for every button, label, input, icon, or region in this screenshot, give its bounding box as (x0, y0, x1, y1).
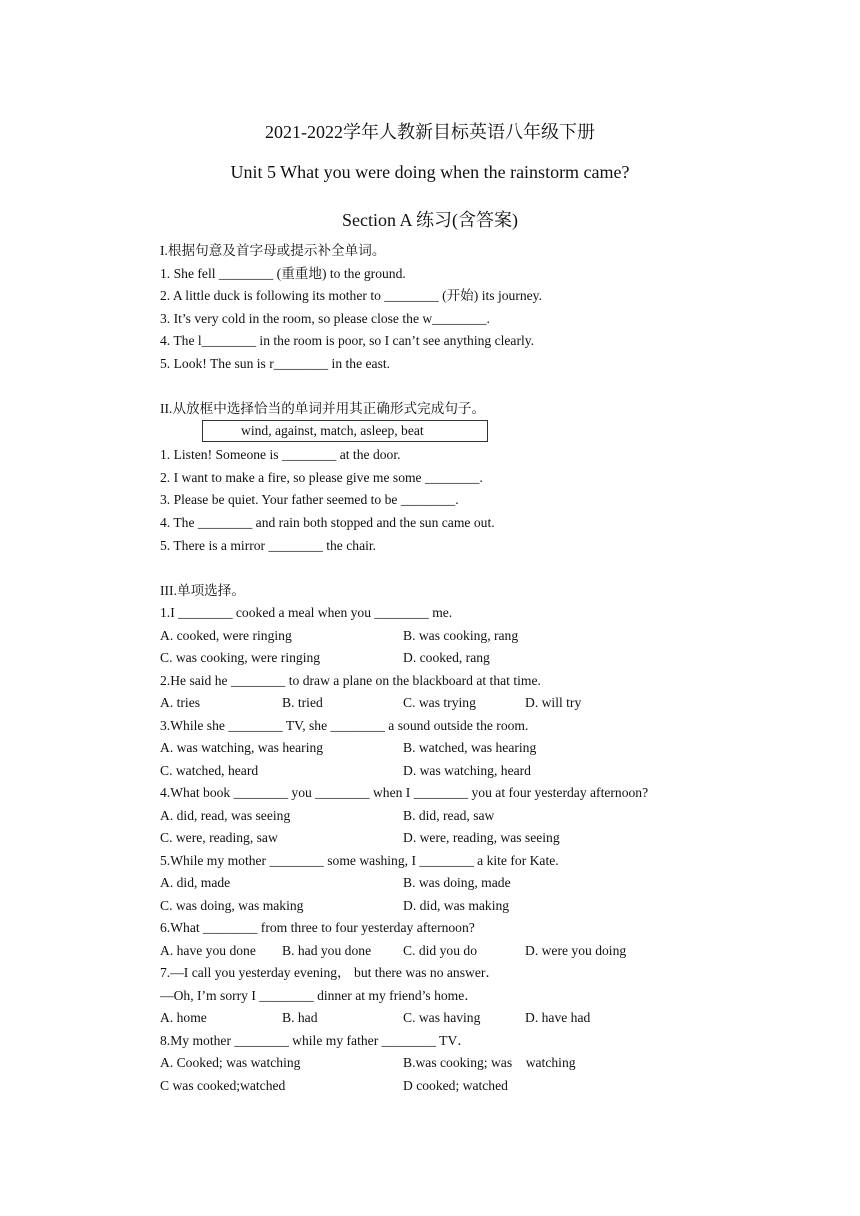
option-a: A. have you done (160, 943, 256, 958)
unit-title: Unit 5 What you were doing when the rainstorm came? (230, 162, 630, 182)
word-box (202, 420, 488, 442)
document-title: 2021-2022学年人教新目标英语八年级下册 (265, 122, 595, 142)
option-d: D. will try (525, 695, 582, 710)
option-a: A. did, made (160, 875, 231, 890)
part1-heading: I.根据句意及首字母或提示补全单词。 (160, 243, 386, 258)
option-c: C. was trying (403, 695, 476, 710)
part3-heading: III.单项选择。 (160, 583, 245, 598)
question-text: 4.What book ________ you ________ when I ________ you at four yesterday afternoon? (160, 785, 649, 800)
option-b: B. tried (282, 695, 323, 710)
option-c: C. was cooking, were ringing (160, 650, 321, 665)
option-a: A. Cooked; was watching (160, 1055, 301, 1070)
section-title: Section A 练习(含答案) (342, 210, 518, 230)
question-text-continued: —Oh, I’m sorry I ________ dinner at my friend’s home． (160, 988, 478, 1003)
part1-item: 3. It’s very cold in the room, so please close the w________. (160, 311, 490, 326)
option-b: B. was cooking, rang (403, 628, 519, 643)
part2-item: 4. The ________ and rain both stopped and the sun came out. (160, 515, 495, 530)
part2-heading: II.从放框中选择恰当的单词并用其正确形式完成句子。 (160, 401, 486, 416)
option-d: D. have had (525, 1010, 591, 1025)
part2-item: 2. I want to make a fire, so please give me some ________. (160, 470, 483, 485)
part1-item: 1. She fell ________ (重重地) to the ground. (160, 266, 406, 281)
option-c: C. did you do (403, 943, 478, 958)
option-b: B. was doing, made (403, 875, 511, 890)
word-box-text: wind, against, match, asleep, beat (241, 423, 424, 438)
option-a: A. cooked, were ringing (160, 628, 292, 643)
option-c: C. was having (403, 1010, 481, 1025)
option-a: A. tries (160, 695, 201, 710)
part2-item: 1. Listen! Someone is ________ at the door. (160, 447, 401, 462)
question-text: 8.My mother ________ while my father ________ TV． (160, 1033, 471, 1048)
question-text: 3.While she ________ TV, she ________ a sound outside the room. (160, 718, 529, 733)
option-c: C was cooked;watched (160, 1078, 286, 1093)
option-c: C. watched, heard (160, 763, 259, 778)
option-a: A. home (160, 1010, 207, 1025)
question-text: 6.What ________ from three to four yesterday afternoon? (160, 920, 475, 935)
part2-item: 3. Please be quiet. Your father seemed to be ________. (160, 492, 459, 507)
question-text: 5.While my mother ________ some washing, I ________ a kite for Kate. (160, 853, 559, 868)
question-text: 7.—I call you yesterday evening， but there was no answer． (160, 965, 499, 980)
part1-item: 2. A little duck is following its mother to ________ (开始) its journey. (160, 288, 542, 303)
option-d: D cooked; watched (403, 1078, 508, 1093)
option-d: D. were you doing (525, 943, 627, 958)
option-a: A. was watching, was hearing (160, 740, 324, 755)
option-d: D. were, reading, was seeing (403, 830, 560, 845)
question-text: 2.He said he ________ to draw a plane on the blackboard at that time. (160, 673, 541, 688)
option-a: A. did, read, was seeing (160, 808, 291, 823)
option-d: D. did, was making (403, 898, 510, 913)
option-d: D. was watching, heard (403, 763, 531, 778)
part1-item: 4. The l________ in the room is poor, so I can’t see anything clearly. (160, 333, 535, 348)
option-b: B. had (282, 1010, 318, 1025)
question-text: 1.I ________ cooked a meal when you ________ me. (160, 605, 453, 620)
option-b: B. had you done (282, 943, 372, 958)
option-c: C. were, reading, saw (160, 830, 278, 845)
option-b: B. watched, was hearing (403, 740, 537, 755)
option-b: B. did, read, saw (403, 808, 495, 823)
part1-item: 5. Look! The sun is r________ in the east. (160, 356, 391, 371)
option-c: C. was doing, was making (160, 898, 304, 913)
option-d: D. cooked, rang (403, 650, 490, 665)
part2-item: 5. There is a mirror ________ the chair. (160, 538, 377, 553)
option-b: B.was cooking; was watching (403, 1055, 576, 1070)
